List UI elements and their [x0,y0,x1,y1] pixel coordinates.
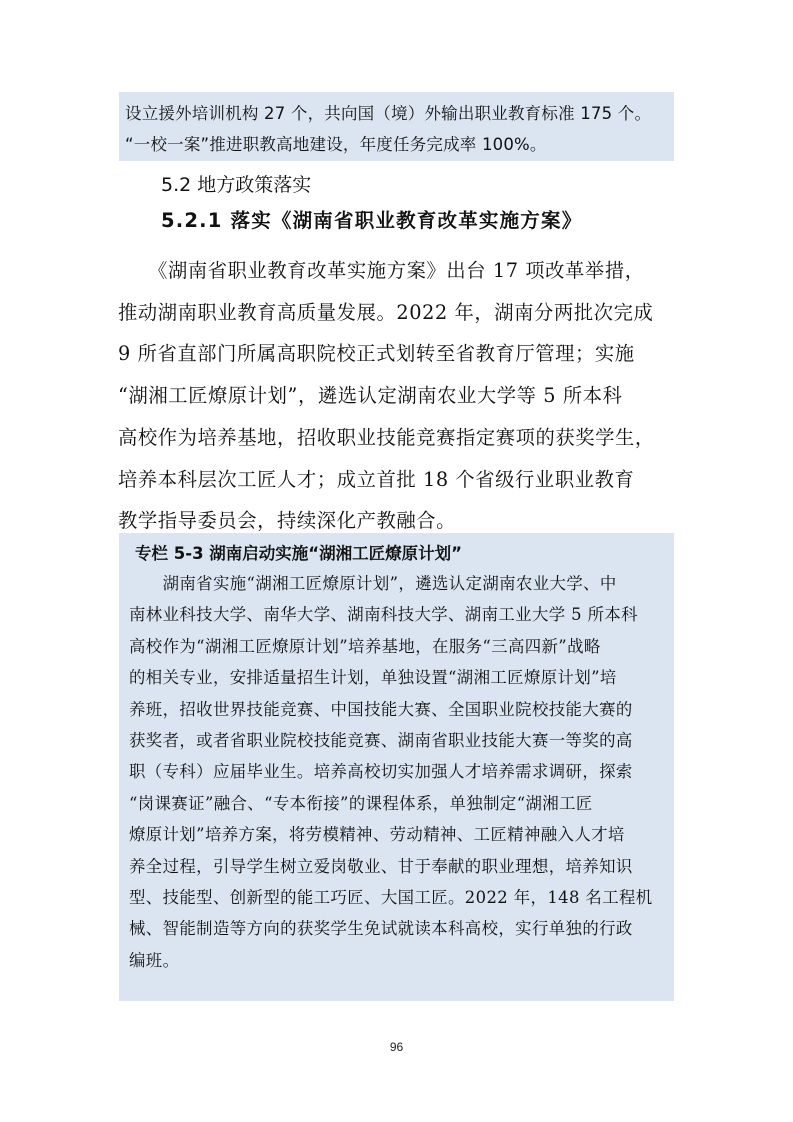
paragraph-line: “湖湘工匠燎原计划”，遴选认定湖南农业大学等 5 所本科 [118,384,623,408]
paragraph-line: 《湖南省职业教育改革实施方案》出台 17 项改革举措， [118,259,645,282]
column-title: 专栏 5-3 湖南启动实施“湖湘工匠燎原计划” [135,544,462,563]
paragraph-line: 9 所省直部门所属高职院校正式划转至省教育厅管理；实施 [118,342,635,366]
paragraph-line: 高校作为培养基地，招收职业技能竞赛指定赛项的获奖学生， [118,425,655,449]
column-line: 的相关专业，安排适量招生计划，单独设置“湖湘工匠燎原计划”培 [129,668,617,688]
column-line: 高校作为“湖湘工匠燎原计划”培养基地，在服务“三高四新”战略 [129,636,601,656]
column-line: 养班，招收世界技能竞赛、中国技能大赛、全国职业院校技能大赛的 [129,699,633,719]
body-paragraph [118,250,678,542]
column-line: 获奖者，或者省职业院校技能竞赛、湖南省职业技能大赛一等奖的高 [129,731,633,751]
column-line: 编班。 [129,950,180,970]
paragraph-line: 设立援外培训机构 27 个，共向国（境）外输出职业教育标准 175 个。 [125,104,652,123]
highlight-box-top [119,92,674,161]
feature-column-box [119,533,674,1001]
section-heading: 5.2 地方政策落实 [161,174,312,196]
column-line: 械、智能制造等方向的获奖学生免试就读本科高校，实行单独的行政 [129,919,633,939]
column-line: 南林业科技大学、南华大学、湖南科技大学、湖南工业大学 5 所本科 [129,605,638,625]
column-line: 型、技能型、创新型的能工巧匠、大国工匠。2022 年，148 名工程机 [129,888,653,908]
column-line: 湖南省实施“湖湘工匠燎原计划”，遴选认定湖南农业大学、中 [129,574,617,593]
page-number: 96 [389,1040,404,1054]
paragraph-line: 教学指导委员会，持续深化产教融合。 [118,509,456,533]
column-line: 职（专科）应届毕业生。培养高校切实加强人才培养需求调研，探索 [129,762,633,782]
subsection-heading: 5.2.1 落实《湖南省职业教育改革实施方案》 [161,209,583,232]
column-line: 燎原计划”培养方案，将劳模精神、劳动精神、工匠精神融入人才培 [129,825,625,845]
column-line: “岗课赛证”融合、“专本衔接”的课程体系，单独制定“湖湘工匠 [129,793,593,813]
column-line: 养全过程，引导学生树立爱岗敬业、甘于奉献的职业理想，培养知识 [129,856,633,876]
paragraph-line: 培养本科层次工匠人才；成立首批 18 个省级行业职业教育 [118,467,635,491]
paragraph-line: “一校一案”推进职教高地建设，年度任务完成率 100%。 [125,135,547,154]
paragraph-line: 推动湖南职业教育高质量发展。2022 年，湖南分两批次完成 [118,300,654,324]
